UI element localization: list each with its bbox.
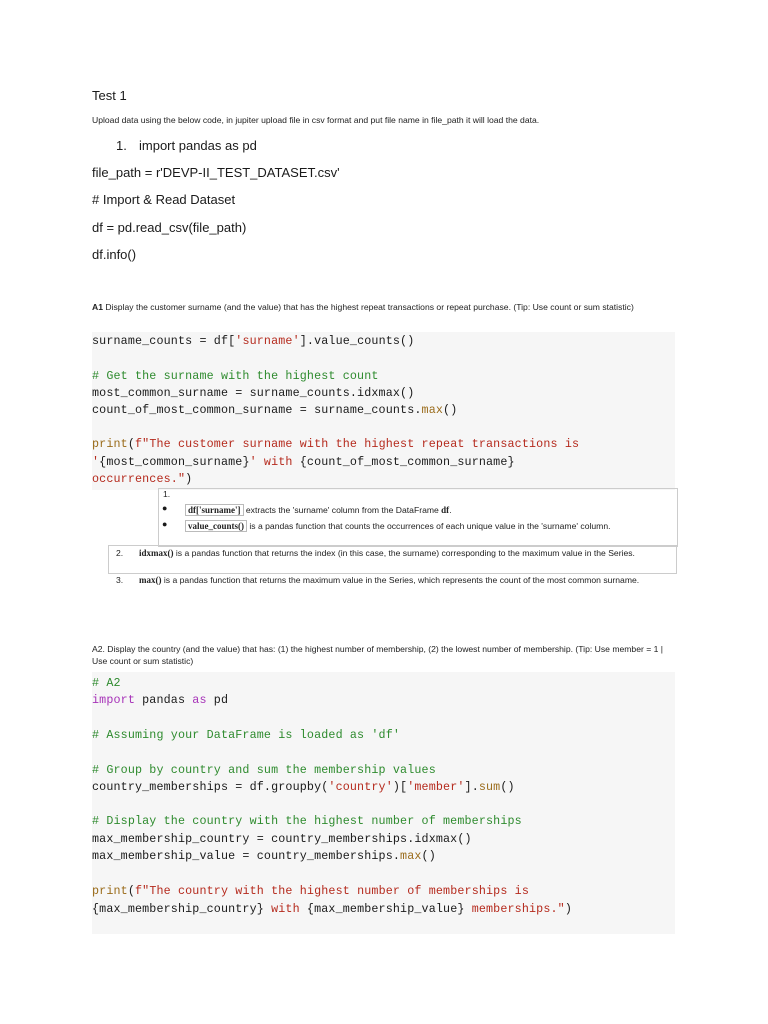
a1-code-line: surname_counts = df['surname'].value_counts() [92, 334, 415, 348]
a1-code-block [92, 332, 675, 490]
setup-line-import: import pandas as pd [139, 138, 257, 153]
a1-explanation-box [158, 488, 678, 547]
bullet-icon: ● [162, 519, 168, 529]
a2-code-comment: # Display the country with the highest number of memberships [92, 814, 522, 828]
a1-code-line: most_common_surname = surname_counts.idxmax() [92, 386, 415, 400]
a2-code-print-cont: {max_membership_country} with {max_membership_value} memberships.") [92, 902, 572, 916]
a2-code-print: print(f"The country with the highest number of memberships is [92, 884, 529, 898]
a1-code-comment: # Get the surname with the highest count [92, 369, 379, 383]
a2-code-line: country_memberships = df.groupby('country')['member'].sum() [92, 780, 515, 794]
a1-label: A1 [92, 302, 103, 312]
setup-list-number: 1. [116, 138, 127, 153]
a2-code-comment: # Assuming your DataFrame is loaded as 'df' [92, 728, 401, 742]
a1-code-print: print(f"The customer surname with the highest repeat transactions is [92, 437, 580, 451]
a1-code-print-cont: '{most_common_surname}' with {count_of_most_common_surname} [92, 455, 515, 469]
setup-line-comment: # Import & Read Dataset [92, 192, 236, 207]
a2-code-line: max_membership_country = country_memberships.idxmax() [92, 832, 472, 846]
explanation-item: df['surname'] extracts the 'surname' column from the DataFrame df. [185, 504, 670, 517]
setup-line-readcsv: df = pd.read_csv(file_path) [92, 220, 247, 235]
setup-line-info: df.info() [92, 247, 137, 262]
a2-code-block [92, 672, 675, 934]
intro-text: Upload data using the below code, in jupiter upload file in csv format and put file name in file_path it will load the data. [92, 115, 540, 125]
a1-code-print-end: occurrences.") [92, 472, 193, 486]
explanation-number: 1. [163, 489, 171, 499]
page-heading: Test 1 [92, 88, 127, 103]
a2-code-comment: # A2 [92, 676, 121, 690]
explanation-item: max() is a pandas function that returns the maximum value in the Series, which represents the count of the most common surname. [139, 575, 640, 585]
explanation-number: 2. [116, 548, 124, 558]
a2-question: A2. Display the country (and the value) that has: (1) the highest number of membership, (2) the lowest number of membership. (Tip: Use member = 1 | Use count or sum statistic) [92, 644, 664, 666]
explanation-number: 3. [116, 575, 124, 585]
explanation-item: idxmax() is a pandas function that returns the index (in this case, the surname) corresponding to the maximum value in the Series. [139, 548, 635, 558]
setup-line-filepath: file_path = r'DEVP-II_TEST_DATASET.csv' [92, 165, 340, 180]
a2-code-import: import pandas as pd [92, 693, 229, 707]
bullet-icon: ● [162, 503, 168, 513]
a1-question-text: Display the customer surname (and the value) that has the highest repeat transactions or repeat purchase. (Tip: Use count or sum statistic) [103, 302, 634, 312]
a2-code-line: max_membership_value = country_memberships.max() [92, 849, 436, 863]
a1-code-line: count_of_most_common_surname = surname_counts.max() [92, 403, 458, 417]
a1-question [92, 301, 672, 313]
explanation-item: value_counts() is a pandas function that counts the occurrences of each unique value in the 'surname' column. [185, 520, 665, 533]
a2-code-comment: # Group by country and sum the membership values [92, 763, 436, 777]
